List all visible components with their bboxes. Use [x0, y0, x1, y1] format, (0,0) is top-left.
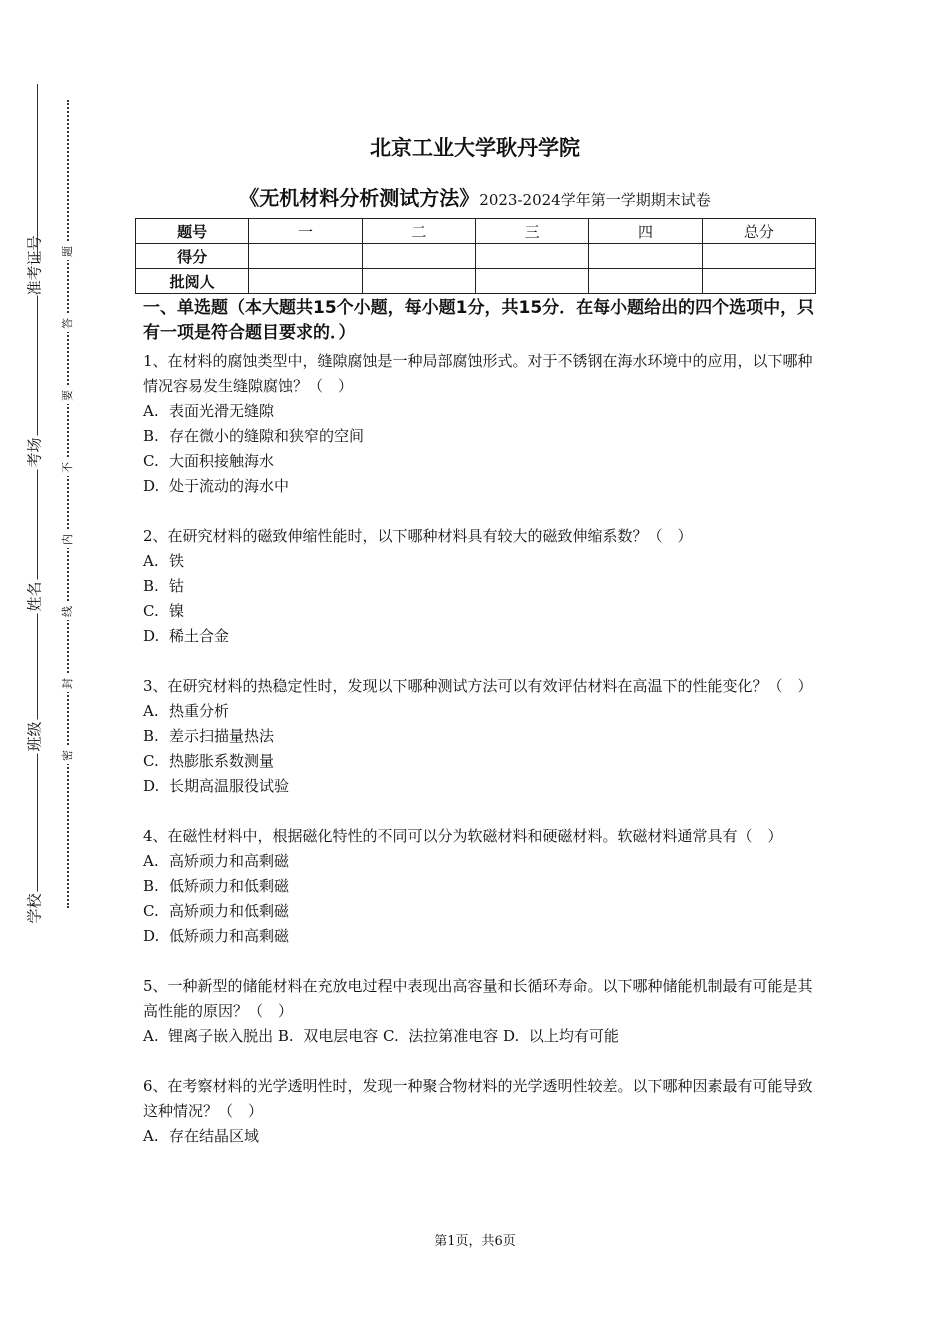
- option-a: [143, 699, 815, 724]
- option-a: [143, 849, 815, 874]
- exam-term: 2023-2024学年第一学期期末试卷: [479, 191, 711, 209]
- option-d: [143, 774, 815, 799]
- option-letter: D.: [143, 627, 160, 645]
- score-table-header: 题号: [136, 219, 249, 244]
- score-row-label: 批阅人: [136, 269, 249, 294]
- grader-cell: [362, 269, 475, 294]
- option-c: [143, 899, 815, 924]
- exam-title: [0, 182, 950, 211]
- score-cell: [702, 244, 815, 269]
- seal-char: 答: [60, 315, 75, 332]
- option-letter: A.: [143, 852, 159, 870]
- option-a: [143, 549, 815, 574]
- option-letter: A.: [143, 1127, 159, 1145]
- option-text: 高矫顽力和高剩磁: [169, 852, 290, 870]
- score-table-header: 四: [589, 219, 702, 244]
- question-2: [143, 524, 815, 649]
- option-letter: B.: [143, 577, 159, 595]
- score-cell: [362, 244, 475, 269]
- question-stem: 6、在考察材料的光学透明性时，发现一种聚合物材料的光学透明性较差。以下哪种因素最有可能导致这种情况？（ ）: [143, 1077, 813, 1120]
- grader-cell: [249, 269, 362, 294]
- question-4: [143, 824, 815, 949]
- option-letter: A.: [143, 552, 159, 570]
- page-number: 第1页，共6页: [434, 1234, 516, 1249]
- seal-char: 要: [60, 387, 75, 404]
- score-table-row: [136, 269, 816, 294]
- option-text: 低矫顽力和高剩磁: [169, 927, 290, 945]
- option-letter: B.: [143, 427, 159, 445]
- question-gap: [143, 949, 815, 974]
- score-table: [135, 218, 816, 294]
- seal-char: 不: [60, 459, 75, 476]
- option-text: 差示扫描量热法: [169, 727, 275, 745]
- option-letter: B.: [143, 877, 159, 895]
- question-stem: 3、在研究材料的热稳定性时，发现以下哪种测试方法可以有效评估材料在高温下的性能变化？（ ）: [143, 677, 813, 695]
- seal-char: 内: [60, 531, 75, 548]
- question-6: [143, 1074, 815, 1149]
- option-letter: D.: [143, 477, 160, 495]
- score-cell: [589, 244, 702, 269]
- score-table-header-row: [136, 219, 816, 244]
- option-text: 稀土合金: [169, 627, 230, 645]
- option-a: [143, 1124, 815, 1149]
- field-class: 班级: [25, 721, 44, 752]
- question-section: [143, 296, 815, 1149]
- option-b: [143, 574, 815, 599]
- option-text: 铁: [169, 552, 185, 570]
- question-gap: [143, 649, 815, 674]
- seal-char: 封: [60, 675, 75, 692]
- question-stem: 4、在磁性材料中，根据磁化特性的不同可以分为软磁材料和硬磁材料。软磁材料通常具有（ ）: [143, 827, 783, 845]
- field-exam-room: 考场: [25, 437, 44, 468]
- option-letter: C.: [143, 902, 159, 920]
- option-letter: C.: [143, 452, 159, 470]
- grader-cell: [702, 269, 815, 294]
- option-text: 钴: [169, 577, 185, 595]
- question-gap: [143, 499, 815, 524]
- question-5: [143, 974, 815, 1049]
- option-b: [143, 724, 815, 749]
- school-title: 北京工业大学耿丹学院: [370, 136, 580, 160]
- option-text: 长期高温服役试验: [169, 777, 290, 795]
- seal-char: 线: [60, 603, 75, 620]
- question-3: [143, 674, 815, 799]
- score-cell: [249, 244, 362, 269]
- grader-cell: [475, 269, 588, 294]
- option-b: [143, 424, 815, 449]
- option-text: 大面积接触海水: [169, 452, 275, 470]
- field-exam-number: 准考证号: [25, 235, 44, 296]
- seal-char: 密: [60, 747, 75, 764]
- option-d: [143, 624, 815, 649]
- seal-dotted-line: [67, 100, 69, 908]
- course-title: 《无机材料分析测试方法》: [239, 186, 480, 210]
- option-text: 高矫顽力和低剩磁: [169, 902, 290, 920]
- field-school: 学校: [25, 893, 44, 924]
- option-letter: C.: [143, 602, 159, 620]
- seal-char: 题: [60, 243, 75, 260]
- question-stem: 5、一种新型的储能材料在充放电过程中表现出高容量和长循环寿命。以下哪种储能机制最有可能是其高性能的原因？（ ）: [143, 977, 813, 1020]
- question-stem: 2、在研究材料的磁致伸缩性能时，以下哪种材料具有较大的磁致伸缩系数？（ ）: [143, 527, 693, 545]
- option-letter: D.: [143, 927, 160, 945]
- option-c: [143, 599, 815, 624]
- option-letter: C.: [143, 752, 159, 770]
- option-text: 表面光滑无缝隙: [169, 402, 275, 420]
- score-cell: [475, 244, 588, 269]
- option-text: 存在结晶区域: [169, 1127, 260, 1145]
- option-b: [143, 874, 815, 899]
- option-d: [143, 474, 815, 499]
- section-heading: 一、单选题（本大题共15个小题，每小题1分，共15分．在每小题给出的四个选项中，只有一项是符合题目要求的．）: [143, 298, 815, 343]
- score-table-row: [136, 244, 816, 269]
- option-text: 低矫顽力和低剩磁: [169, 877, 290, 895]
- field-name: 姓名: [25, 581, 44, 612]
- option-text: 热重分析: [169, 702, 230, 720]
- option-letter: B.: [143, 727, 159, 745]
- option-letter: A.: [143, 702, 159, 720]
- score-row-label: 得分: [136, 244, 249, 269]
- option-c: [143, 449, 815, 474]
- score-table-header: 一: [249, 219, 362, 244]
- option-text: 镍: [169, 602, 185, 620]
- option-text: 热膨胀系数测量: [169, 752, 275, 770]
- score-table-header: 总分: [702, 219, 815, 244]
- question-1: [143, 349, 815, 499]
- option-text: 处于流动的海水中: [169, 477, 290, 495]
- score-table-header: 二: [362, 219, 475, 244]
- question-stem: 1、在材料的腐蚀类型中，缝隙腐蚀是一种局部腐蚀形式。对于不锈钢在海水环境中的应用，以下哪种情况容易发生缝隙腐蚀？（ ）: [143, 352, 813, 395]
- inline-options: A. 锂离子嵌入脱出 B. 双电层电容 C. 法拉第准电容 D. 以上均有可能: [143, 1027, 619, 1045]
- option-c: [143, 749, 815, 774]
- option-letter: A.: [143, 402, 159, 420]
- option-d: [143, 924, 815, 949]
- option-letter: D.: [143, 777, 160, 795]
- question-gap: [143, 1049, 815, 1074]
- option-a: [143, 399, 815, 424]
- grader-cell: [589, 269, 702, 294]
- option-text: 存在微小的缝隙和狭窄的空间: [169, 427, 365, 445]
- question-gap: [143, 799, 815, 824]
- score-table-header: 三: [475, 219, 588, 244]
